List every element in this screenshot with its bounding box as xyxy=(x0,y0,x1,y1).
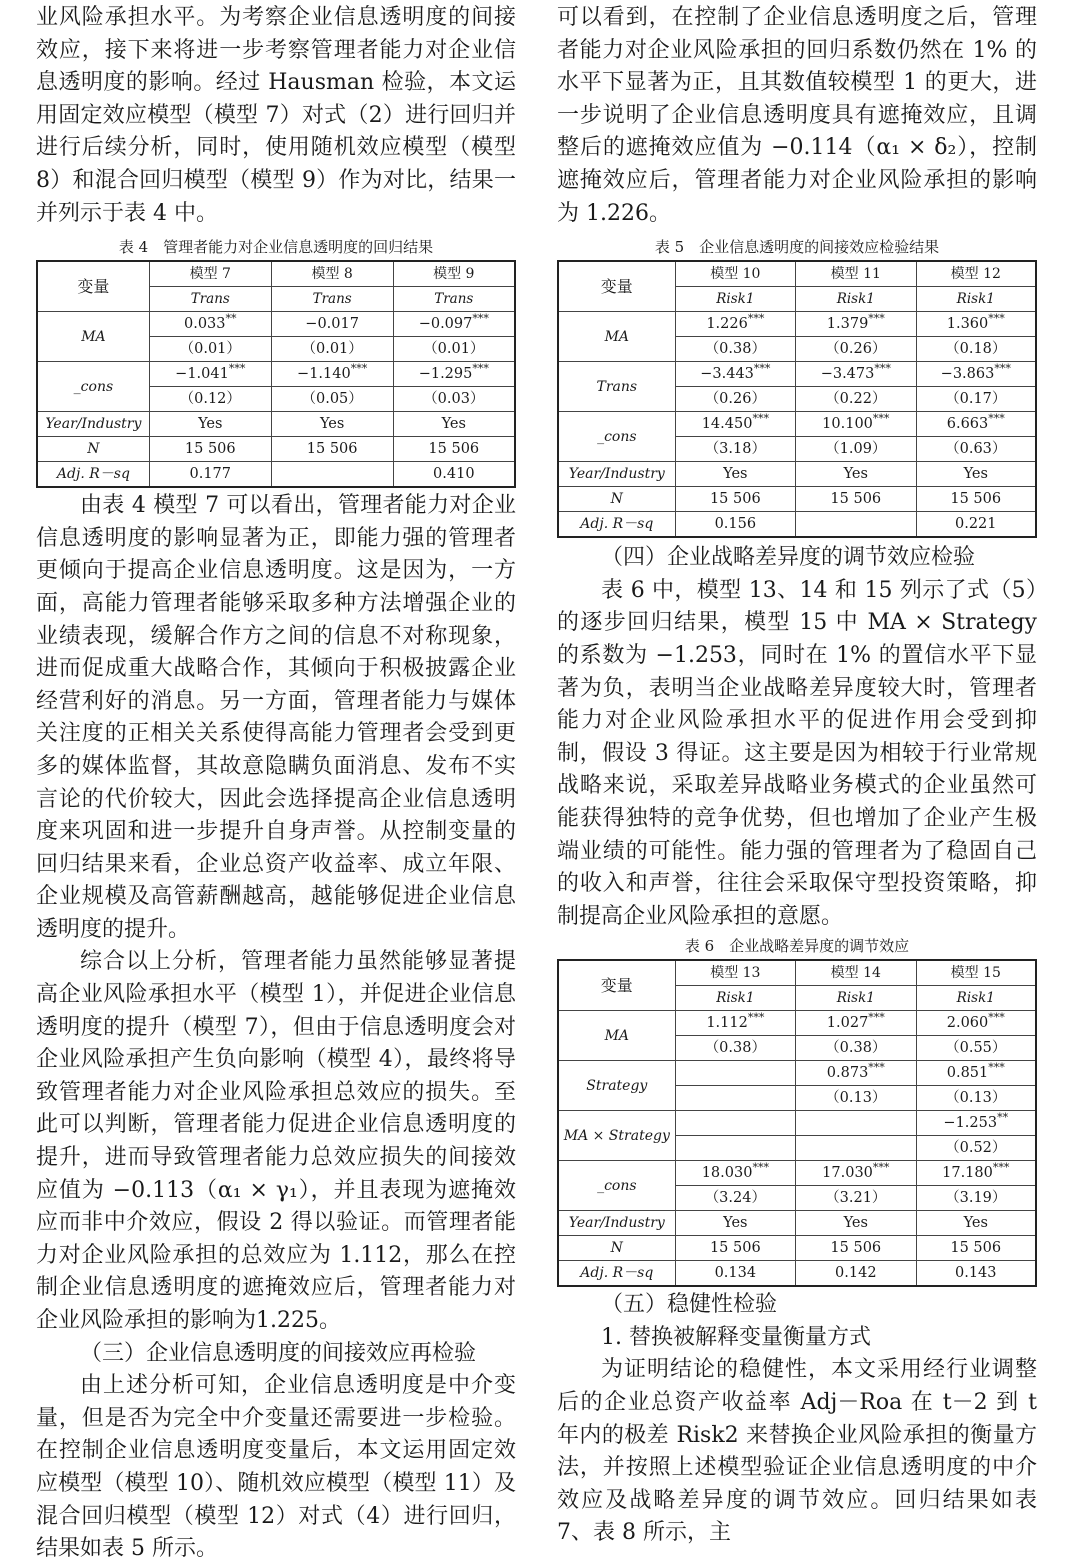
table-row xyxy=(558,960,1036,986)
cell xyxy=(796,512,916,538)
dep-var: Risk1 xyxy=(796,986,916,1011)
se-cell: （0.01） xyxy=(393,337,515,362)
coef-cell: 1.379*** xyxy=(796,312,916,337)
table-row xyxy=(558,1261,1036,1287)
se-cell: （1.09） xyxy=(796,437,916,462)
coef-cell: −0.097*** xyxy=(393,312,515,337)
coef-cell xyxy=(796,1111,916,1136)
table-row xyxy=(558,362,1036,387)
table-row xyxy=(37,462,515,488)
cell: Yes xyxy=(675,462,795,487)
cell: Yes xyxy=(916,1211,1036,1236)
row-label: N xyxy=(558,487,675,512)
row-label: Year/Industry xyxy=(558,1211,675,1236)
se-cell xyxy=(796,1136,916,1161)
table-row xyxy=(558,1236,1036,1261)
table-row xyxy=(37,312,515,337)
coef-cell: 18.030*** xyxy=(675,1161,795,1186)
row-label: N xyxy=(558,1236,675,1261)
cell: Yes xyxy=(149,412,271,437)
cell: 15 506 xyxy=(149,437,271,462)
table-5 xyxy=(557,260,1037,538)
paragraph: 业风险承担水平。为考察企业信息透明度的间接效应，接下来将进一步考察管理者能力对企业信息透明度的影响。经过 Hausman 检验，本文运用固定效应模型（模型 7）对式（2）进行回归并进行后续分析，同时，使用随机效应模型（模型 8）和混合回归模型（模型 9）作为对比，结果一并列示于表 4 中。 xyxy=(36,5,516,226)
paragraph: 由表 4 模型 7 可以看出，管理者能力对企业信息透明度的影响显著为正，即能力强的管理者更倾向于提高企业信息透明度。这是因为，一方面，高能力管理者能够采取多种方法增强企业的业绩表现，缓解合作方之间的信息不对称现象，进而促成重大战略合作，其倾向于积极披露企业经营利好的消息。另一方面，管理者能力与媒体关注度的正相关关系使得高能力管理者会受到更多的媒体监督，其故意隐瞒负面消息、发布不实言论的代价较大，因此会选择提高企业信息透明度来巩固和进一步提升自身声誉。从控制变量的回归结果来看，企业总资产收益率、成立年限、企业规模及高管薪酬越高，越能够促进企业信息透明度的提升。 xyxy=(36,493,516,942)
se-cell: （3.18） xyxy=(675,437,795,462)
coef-cell: 1.360*** xyxy=(916,312,1036,337)
var-header: 变量 xyxy=(558,960,675,1011)
row-label: _cons xyxy=(37,362,149,412)
table-row xyxy=(558,412,1036,437)
cell: 0.156 xyxy=(675,512,795,538)
cell: 15 506 xyxy=(675,1236,795,1261)
coef-cell: 1.027*** xyxy=(796,1011,916,1036)
table-row xyxy=(558,261,1036,287)
table-row xyxy=(558,1161,1036,1186)
section-heading: （三）企业信息透明度的间接效应再检验 xyxy=(80,1340,477,1366)
model-header: 模型 9 xyxy=(393,261,515,287)
coef-cell: −3.473*** xyxy=(796,362,916,387)
se-cell xyxy=(675,1136,795,1161)
section-heading: （五）稳健性检验 xyxy=(601,1292,778,1318)
cell: 15 506 xyxy=(916,487,1036,512)
se-cell: （0.26） xyxy=(675,387,795,412)
table-4 xyxy=(36,260,516,488)
cell: 15 506 xyxy=(675,487,795,512)
cell: 0.221 xyxy=(916,512,1036,538)
se-cell: （3.24） xyxy=(675,1186,795,1211)
se-cell: （0.05） xyxy=(271,387,393,412)
subsection-heading: 1. 替换被解释变量衡量方式 xyxy=(601,1324,871,1350)
se-cell: （0.38） xyxy=(796,1036,916,1061)
coef-cell xyxy=(675,1111,795,1136)
cell: Yes xyxy=(271,412,393,437)
coef-cell: 10.100*** xyxy=(796,412,916,437)
coef-cell: 2.060*** xyxy=(916,1011,1036,1036)
dep-var: Trans xyxy=(149,287,271,312)
table-row xyxy=(37,437,515,462)
row-label: _cons xyxy=(558,412,675,462)
se-cell: （0.13） xyxy=(796,1086,916,1111)
var-header: 变量 xyxy=(37,261,149,312)
coef-cell: 6.663*** xyxy=(916,412,1036,437)
table-row xyxy=(558,1211,1036,1236)
coef-cell: −1.295*** xyxy=(393,362,515,387)
model-header: 模型 12 xyxy=(916,261,1036,287)
cell: 0.142 xyxy=(796,1261,916,1287)
se-cell: （0.17） xyxy=(916,387,1036,412)
model-header: 模型 7 xyxy=(149,261,271,287)
cell: Yes xyxy=(916,462,1036,487)
row-label: Year/Industry xyxy=(558,462,675,487)
se-cell: （0.12） xyxy=(149,387,271,412)
cell: 15 506 xyxy=(916,1236,1036,1261)
row-label: N xyxy=(37,437,149,462)
se-cell: （0.18） xyxy=(916,337,1036,362)
se-cell xyxy=(675,1086,795,1111)
cell: 0.410 xyxy=(393,462,515,488)
coef-cell: 0.873*** xyxy=(796,1061,916,1086)
cell: 15 506 xyxy=(796,487,916,512)
coef-cell: −1.140*** xyxy=(271,362,393,387)
row-label: _cons xyxy=(558,1161,675,1211)
cell: 0.143 xyxy=(916,1261,1036,1287)
table-row xyxy=(37,412,515,437)
coef-cell: 14.450*** xyxy=(675,412,795,437)
se-cell: （0.52） xyxy=(916,1136,1036,1161)
section-heading: （四）企业战略差异度的调节效应检验 xyxy=(601,545,976,571)
paragraph: 表 6 中，模型 13、14 和 15 列示了式（5）的逐步回归结果，模型 15 中 MA × Strategy 的系数为 −1.253，同时在 1% 的置信水平下显著为负，表明当企业战略差异度较大时，管理者能力对企业风险承担水平的促进作用会受到抑制，假设 3 得证。这主要是因为相较于行业常规战略来说，采取差异战略业务模式的企业虽然可能获得独特的竞争优势，但也增加了企业产生极端业绩的可能性。能力强的管理者为了稳固自己的收入和声誉，往往会采取保守型投资策略，抑制提高企业风险承担的意愿。 xyxy=(557,577,1037,929)
coef-cell xyxy=(675,1061,795,1086)
row-label: MA xyxy=(558,312,675,362)
row-label: Adj. R－sq xyxy=(37,462,149,488)
dep-var: Risk1 xyxy=(675,986,795,1011)
var-header: 变量 xyxy=(558,261,675,312)
se-cell: （3.21） xyxy=(796,1186,916,1211)
coef-cell: 0.851*** xyxy=(916,1061,1036,1086)
cell: Yes xyxy=(675,1211,795,1236)
cell: Yes xyxy=(796,1211,916,1236)
dep-var: Risk1 xyxy=(916,986,1036,1011)
dep-var: Risk1 xyxy=(916,287,1036,312)
table-row xyxy=(558,1011,1036,1036)
se-cell: （0.03） xyxy=(393,387,515,412)
coef-cell: 17.030*** xyxy=(796,1161,916,1186)
se-cell: （0.55） xyxy=(916,1036,1036,1061)
coef-cell: −1.253** xyxy=(916,1111,1036,1136)
cell: 15 506 xyxy=(796,1236,916,1261)
table-row xyxy=(37,362,515,387)
model-header: 模型 10 xyxy=(675,261,795,287)
coef-cell: −0.017 xyxy=(271,312,393,337)
right-column xyxy=(557,0,1037,1550)
coef-cell: −3.863*** xyxy=(916,362,1036,387)
row-label: Year/Industry xyxy=(37,412,149,437)
table-caption: 表 5 企业信息透明度的间接效应检验结果 xyxy=(654,238,940,257)
cell: 15 506 xyxy=(271,437,393,462)
model-header: 模型 11 xyxy=(796,261,916,287)
left-column xyxy=(36,0,516,1566)
se-cell: （0.38） xyxy=(675,1036,795,1061)
se-cell: （0.22） xyxy=(796,387,916,412)
se-cell: （3.19） xyxy=(916,1186,1036,1211)
model-header: 模型 15 xyxy=(916,960,1036,986)
table-caption: 表 4 管理者能力对企业信息透明度的回归结果 xyxy=(118,238,434,257)
table-row xyxy=(37,261,515,287)
se-cell: （0.13） xyxy=(916,1086,1036,1111)
cell: 15 506 xyxy=(393,437,515,462)
dep-var: Trans xyxy=(271,287,393,312)
row-label: Adj. R－sq xyxy=(558,512,675,538)
se-cell: （0.01） xyxy=(149,337,271,362)
cell: 0.177 xyxy=(149,462,271,488)
model-header: 模型 13 xyxy=(675,960,795,986)
table-row xyxy=(558,1061,1036,1086)
model-header: 模型 8 xyxy=(271,261,393,287)
se-cell: （0.26） xyxy=(796,337,916,362)
se-cell: （0.63） xyxy=(916,437,1036,462)
table-6 xyxy=(557,959,1037,1287)
table-caption: 表 6 企业战略差异度的调节效应 xyxy=(684,937,910,956)
dep-var: Risk1 xyxy=(675,287,795,312)
coef-cell: 0.033** xyxy=(149,312,271,337)
se-cell: （0.01） xyxy=(271,337,393,362)
table-row xyxy=(558,512,1036,538)
row-label: MA xyxy=(558,1011,675,1061)
cell: Yes xyxy=(393,412,515,437)
coef-cell: 17.180*** xyxy=(916,1161,1036,1186)
row-label: MA xyxy=(37,312,149,362)
row-label: Strategy xyxy=(558,1061,675,1111)
coef-cell: −3.443*** xyxy=(675,362,795,387)
coef-cell: 1.226*** xyxy=(675,312,795,337)
row-label: Adj. R－sq xyxy=(558,1261,675,1287)
se-cell: （0.38） xyxy=(675,337,795,362)
table-row xyxy=(558,487,1036,512)
table-row xyxy=(558,312,1036,337)
coef-cell: 1.112*** xyxy=(675,1011,795,1036)
paragraph: 由上述分析可知，企业信息透明度是中介变量，但是否为完全中介变量还需要进一步检验。在控制企业信息透明度变量后，本文运用固定效应模型（模型 10）、随机效应模型（模型 11）及混合回归模型（模型 12）对式（4）进行回归，结果如表 5 所示。 xyxy=(36,1373,516,1562)
dep-var: Trans xyxy=(393,287,515,312)
paragraph: 综合以上分析，管理者能力虽然能够显著提高企业风险承担水平（模型 1），并促进企业信息透明度的提升（模型 7），但由于信息透明度会对企业风险承担产生负向影响（模型 4），最终将导致管理者能力对企业风险承担总效应的损失。至此可以判断，管理者能力促进企业信息透明度的提升，进而导致管理者能力总效应损失的间接效应值为 −0.113（α₁ × γ₁），并且表现为遮掩效应而非中介效应，假设 2 得以验证。而管理者能力对企业风险承担的总效应为 1.112，那么在控制企业信息透明度的遮掩效应后，管理者能力对企业风险承担的影响为1.225。 xyxy=(36,949,516,1333)
cell xyxy=(271,462,393,488)
paragraph: 为证明结论的稳健性，本文采用经行业调整后的企业总资产收益率 Adj－Roa 在 t－2 到 t 年内的极差 Risk2 来替换企业风险承担的衡量方法，并按照上述模型验证企业信息透明度的中介效应及战略差异度的调节效应。回归结果如表 7、表 8 所示，主 xyxy=(557,1357,1037,1546)
dep-var: Risk1 xyxy=(796,287,916,312)
row-label: MA × Strategy xyxy=(558,1111,675,1161)
model-header: 模型 14 xyxy=(796,960,916,986)
row-label: Trans xyxy=(558,362,675,412)
coef-cell: −1.041*** xyxy=(149,362,271,387)
table-row xyxy=(558,462,1036,487)
paragraph: 可以看到，在控制了企业信息透明度之后，管理者能力对企业风险承担的回归系数仍然在 1% 的水平下显著为正，且其数值较模型 1 的更大，进一步说明了企业信息透明度具有遮掩效应，且调整后的遮掩效应值为 −0.114（α₁ × δ₂），控制遮掩效应后，管理者能力对企业风险承担的影响为 1.226。 xyxy=(557,5,1037,226)
cell: 0.134 xyxy=(675,1261,795,1287)
cell: Yes xyxy=(796,462,916,487)
table-row xyxy=(558,1111,1036,1136)
